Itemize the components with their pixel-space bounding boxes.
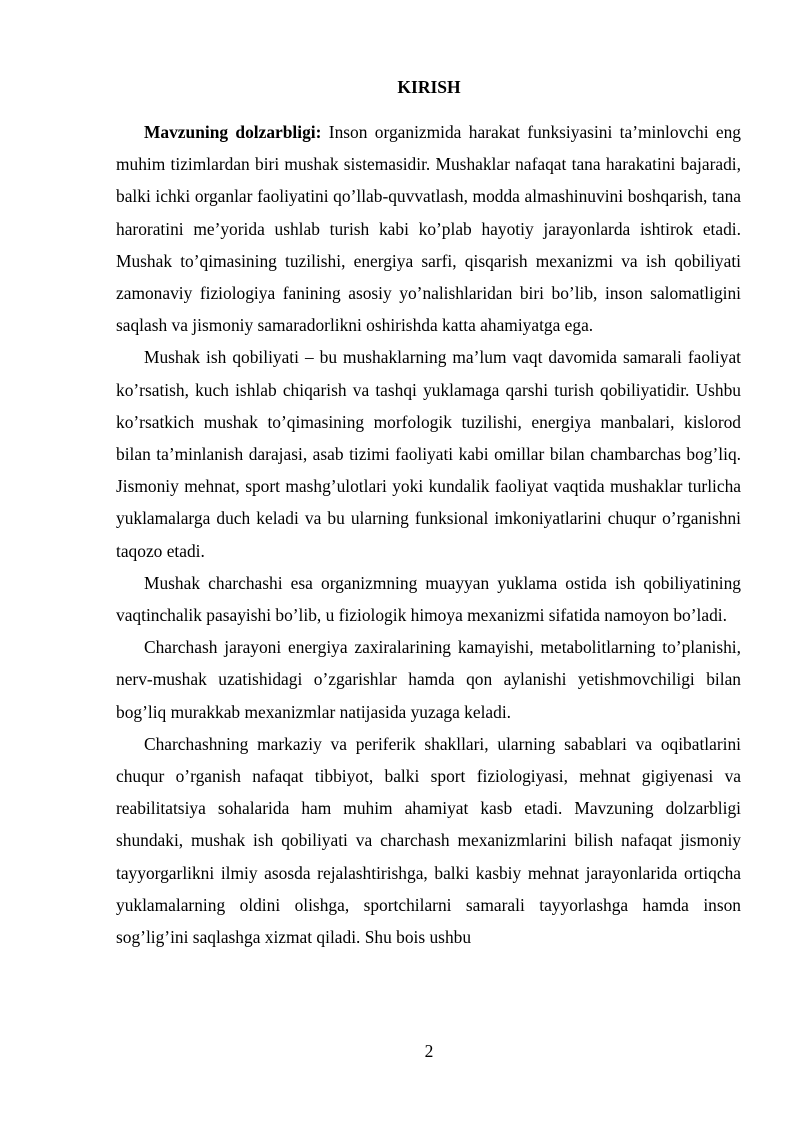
- body-text: [116, 116, 741, 953]
- paragraph-1-text: Inson organizmida harakat funksiyasini ta’minlovchi eng muhim tizimlardan biri mushak sistemasidir. Mushaklar nafaqat tana harakatini bajaradi, balki ichki organlar faoliyatini qo’llab-quvvatlash, modda almashinuvini boshqarish, tana haroratini me’yorida ushlab turish kabi ko’plab hayotiy jarayonlarda ishtirok etadi. Mushak to’qimasining tuzilishi, energiya sarfi, qisqarish mexanizmi va ish qobiliyati zamonaviy fiziologiya fanining asosiy yo’nalishlaridan biri bo’lib, inson salomatligini saqlash va jismoniy samaradorlikni oshirishda katta ahamiyatga ega.: [116, 122, 741, 336]
- paragraph-5: Charchashning markaziy va periferik shakllari, ularning sabablari va oqibatlarini chuqur o’rganish nafaqat tibbiyot, balki sport fiziologiyasi, mehnat gigiyenasi va reabilitatsiya sohalarida ham muhim ahamiyat kasb etadi. Mavzuning dolzarbligi shundaki, mushak ish qobiliyati va charchash mexanizmlarini bilish nafaqat jismoniy tayyorgarlikni ilmiy asosda rejalashtirishga, balki kasbiy mehnat jarayonlarida ortiqcha yuklamalarning oldini olishga, sportchilarni samarali tayyorlashga hamda inson sog’lig’ini saqlashga xizmat qiladi. Shu bois ushbu: [116, 733, 741, 948]
- paragraph-3: Mushak charchashi esa organizmning muayyan yuklama ostida ish qobiliyatining vaqtinchalik pasayishi bo’lib, u fiziologik himoya mexanizmi sifatida namoyon bo’ladi.: [116, 572, 741, 626]
- paragraph-4: Charchash jarayoni energiya zaxiralarining kamayishi, metabolitlarning to’planishi, nerv-mushak uzatishidagi o’zgarishlar hamda qon aylanishi yetishmovchiligi bilan bog’liq murakkab mexanizmlar natijasida yuzaga keladi.: [116, 637, 741, 722]
- paragraph-2: Mushak ish qobiliyati – bu mushaklarning ma’lum vaqt davomida samarali faoliyat ko’rsatish, kuch ishlab chiqarish va tashqi yuklamaga qarshi turish qobiliyatidir. Ushbu ko’rsatkich mushak to’qimasining morfologik tuzilishi, energiya manbalari, kislorod bilan ta’minlanish darajasi, asab tizimi faoliyati kabi omillar bilan chambarchas bog’liq. Jismoniy mehnat, sport mashg’ulotlari yoki kundalik faoliyat vaqtida mushaklar turlicha yuklamalarga duch keladi va bu ularning funksional imkoniyatlarini chuqur o’rganishni taqozo etadi.: [116, 347, 741, 561]
- paragraph-1: [116, 116, 741, 341]
- page-number: 2: [424, 1041, 434, 1061]
- section-heading: KIRISH: [397, 77, 461, 97]
- paragraph-lead: Mavzuning dolzarbligi:: [144, 122, 322, 142]
